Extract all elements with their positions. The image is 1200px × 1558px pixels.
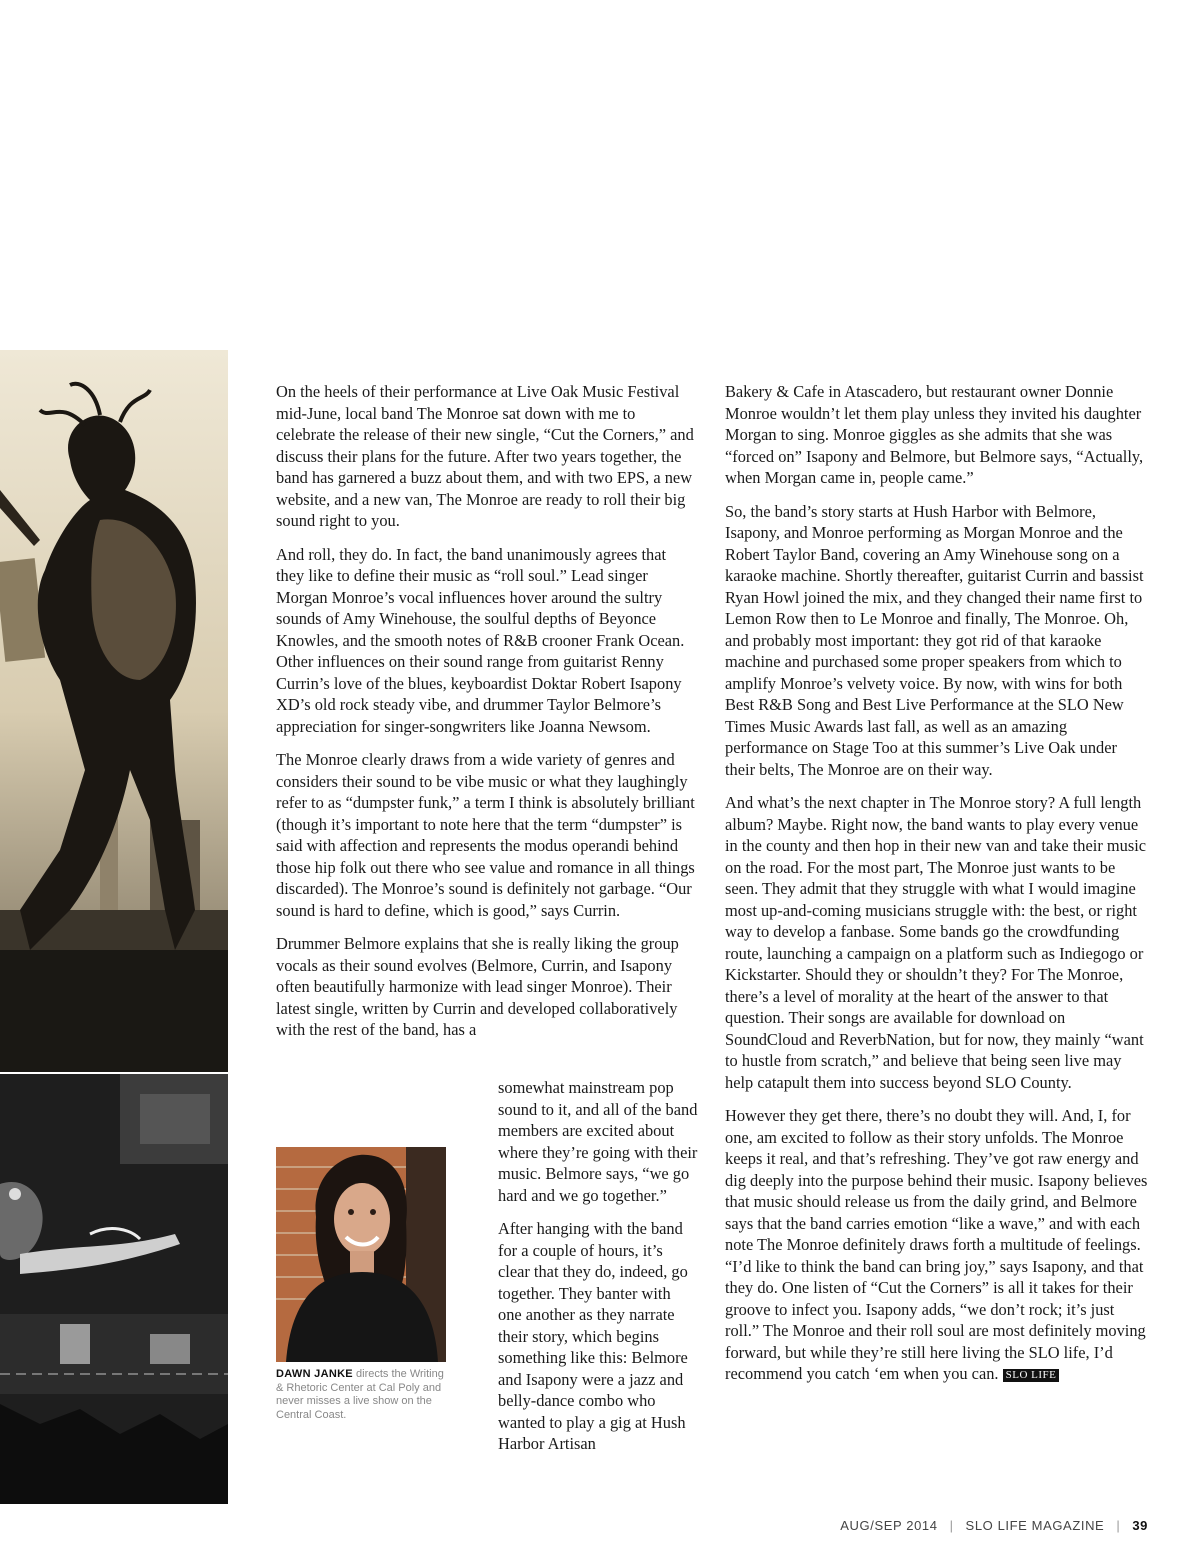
author-bio (276, 1368, 451, 1422)
paragraph: And roll, they do. In fact, the band unanimously agrees that they like to define their music as “roll soul.” Lead singer Morgan Monroe’s vocal influences hover around the sultry sounds of Amy Winehouse, the soulful depths of Beyonce Knowles, and the smooth notes of R&B crooner Frank Ocean. Other influences on their sound range from guitarist Renny Currin’s love of the blues, keyboardist Doktar Robert Isapony XD’s old rock steady vibe, and drummer Taylor Belmore’s appreciation for singer-songwriters like Joanna Newsom. (276, 544, 685, 736)
footer-divider: | (1116, 1518, 1121, 1533)
magazine-name: SLO LIFE MAGAZINE (965, 1518, 1105, 1533)
paragraph: So, the band’s story starts at Hush Harbor with Belmore, Isapony, and Monroe performing as Morgan Monroe and the Robert Taylor Band, covering an Amy Winehouse song on a karaoke machine. Shortly thereafter, guitarist Currin and bassist Ryan Howl joined the mix, and they changed their name first to Lemon Row then to Le Monroe and finally, The Monroe. Oh, and probably most important: they got rid of that karaoke machine and purchased some proper speakers from which to amplify Monroe’s velvety voice. By now, with wins for both Best R&B Song and Best Live Performance at the SLO New Times Music Awards last fall, as well as an amazing performance on Stage Too at this summer’s Live Oak under their belts, The Monroe are on their way. (725, 501, 1144, 779)
paragraph-final (725, 1105, 1150, 1385)
footer-divider: | (949, 1518, 954, 1533)
page-footer (840, 1518, 1148, 1533)
issue-date: AUG/SEP 2014 (840, 1518, 938, 1533)
paragraph: Bakery & Cafe in Atascadero, but restaurant owner Donnie Monroe wouldn’t let them play unless they invited his daughter Morgan to sing. Monroe giggles as she admits that she was “forced on” Isapony and Belmore, but Belmore says, “Actually, when Morgan came in, people came.” (725, 382, 1144, 487)
paragraph: somewhat mainstream pop sound to it, and all of the band members are excited about where they’re going with their music. Belmore says, “we go hard and we go together.” (498, 1078, 698, 1205)
paragraph: After hanging with the band for a couple of hours, it’s clear that they do, indeed, go together. They banter with one another as they narrate their story, which begins something like this: Belmore and Isapony were a jazz and belly-dance combo who wanted to play a gig at Hush Harbor Artisan (498, 1219, 688, 1453)
author-name: DAWN JANKE (276, 1368, 353, 1380)
paragraph: The Monroe clearly draws from a wide variety of genres and considers their sound to be vibe music or what they laughingly refer to as “dumpster funk,” a term I think is absolutely brilliant (though it’s important to note here that the term “dumpster” is said with affection and represents the modus operandi behind those hip folk out there who see value and romance in all things discarded). The Monroe’s sound is definitely not garbage. “Our sound is hard to define, which is good,” says Currin. (276, 750, 695, 920)
paragraph: And what’s the next chapter in The Monroe story? A full length album? Maybe. Right now, the band wants to play every venue in the county and then hop in their new van and take their music on the road. For the most part, The Monroe just wants to be seen. They admit that they struggle with what I would imagine most up-and-coming musicians struggle with: the best, or right way to develop a fanbase. Some bands go the crowdfunding route, launching a campaign on a platform such as Indiegogo or Kickstarter. Should they or shouldn’t they? For The Monroe, there’s a level of morality at the heart of the answer to that question. Their songs are available for download on SoundCloud and ReverbNation, but for now, they mainly “want to hustle from scratch,” and believe that being seen live may help catapult them into success beyond SLO County. (725, 793, 1147, 1092)
band-performance-photo (0, 350, 228, 1072)
article-column-3 (725, 381, 1150, 1397)
paragraph: Drummer Belmore explains that she is really liking the group vocals as their sound evolves (Belmore, Currin, and Isapony often beautifully harmonize with lead singer Monroe). Their latest single, written by Currin and developed collaboratively with the rest of the band, has a (276, 934, 679, 1039)
paragraph-text: However they get there, there’s no doubt they will. And, I, for one, am excited to follow as their story unfolds. The Monroe keeps it real, and that’s refreshing. They’ve got raw energy and dig deeply into the purpose behind their music. Isapony believes that music should release us from the daily grind, and Belmore says that the band carries emotion “like a wave,” and with each note The Monroe definitely draws forth a multitude of feelings. “I’d like to think the band can bring joy,” says Isapony, and that they do. One listen of “Cut the Corners” is all it takes for their groove to infect you. Isapony adds, “we don’t rock; it’s just roll.” The Monroe and their roll soul are most definitely moving forward, but while they’re still here living the SLO life, I’d recommend you catch ‘em when you can. (725, 1106, 1148, 1383)
article-column-1 (276, 381, 696, 1053)
end-mark: SLO LIFE (1003, 1369, 1060, 1382)
author-photo (276, 1147, 446, 1362)
article-column-2 (498, 1077, 698, 1467)
page-number: 39 (1132, 1518, 1148, 1533)
author-description: directs the Writing & Rhetoric Center at Cal Poly and never misses a live show on the Central Coast. (276, 1368, 444, 1421)
band-crowd-photo (0, 1074, 228, 1504)
paragraph: On the heels of their performance at Live Oak Music Festival mid-June, local band The Monroe sat down with me to celebrate the release of their new single, “Cut the Corners,” and discuss their plans for the future. After two years together, the band has garnered a buzz about them, and with two EPS, a new website, and a new van, The Monroe are ready to roll their big sound right to you. (276, 382, 694, 530)
